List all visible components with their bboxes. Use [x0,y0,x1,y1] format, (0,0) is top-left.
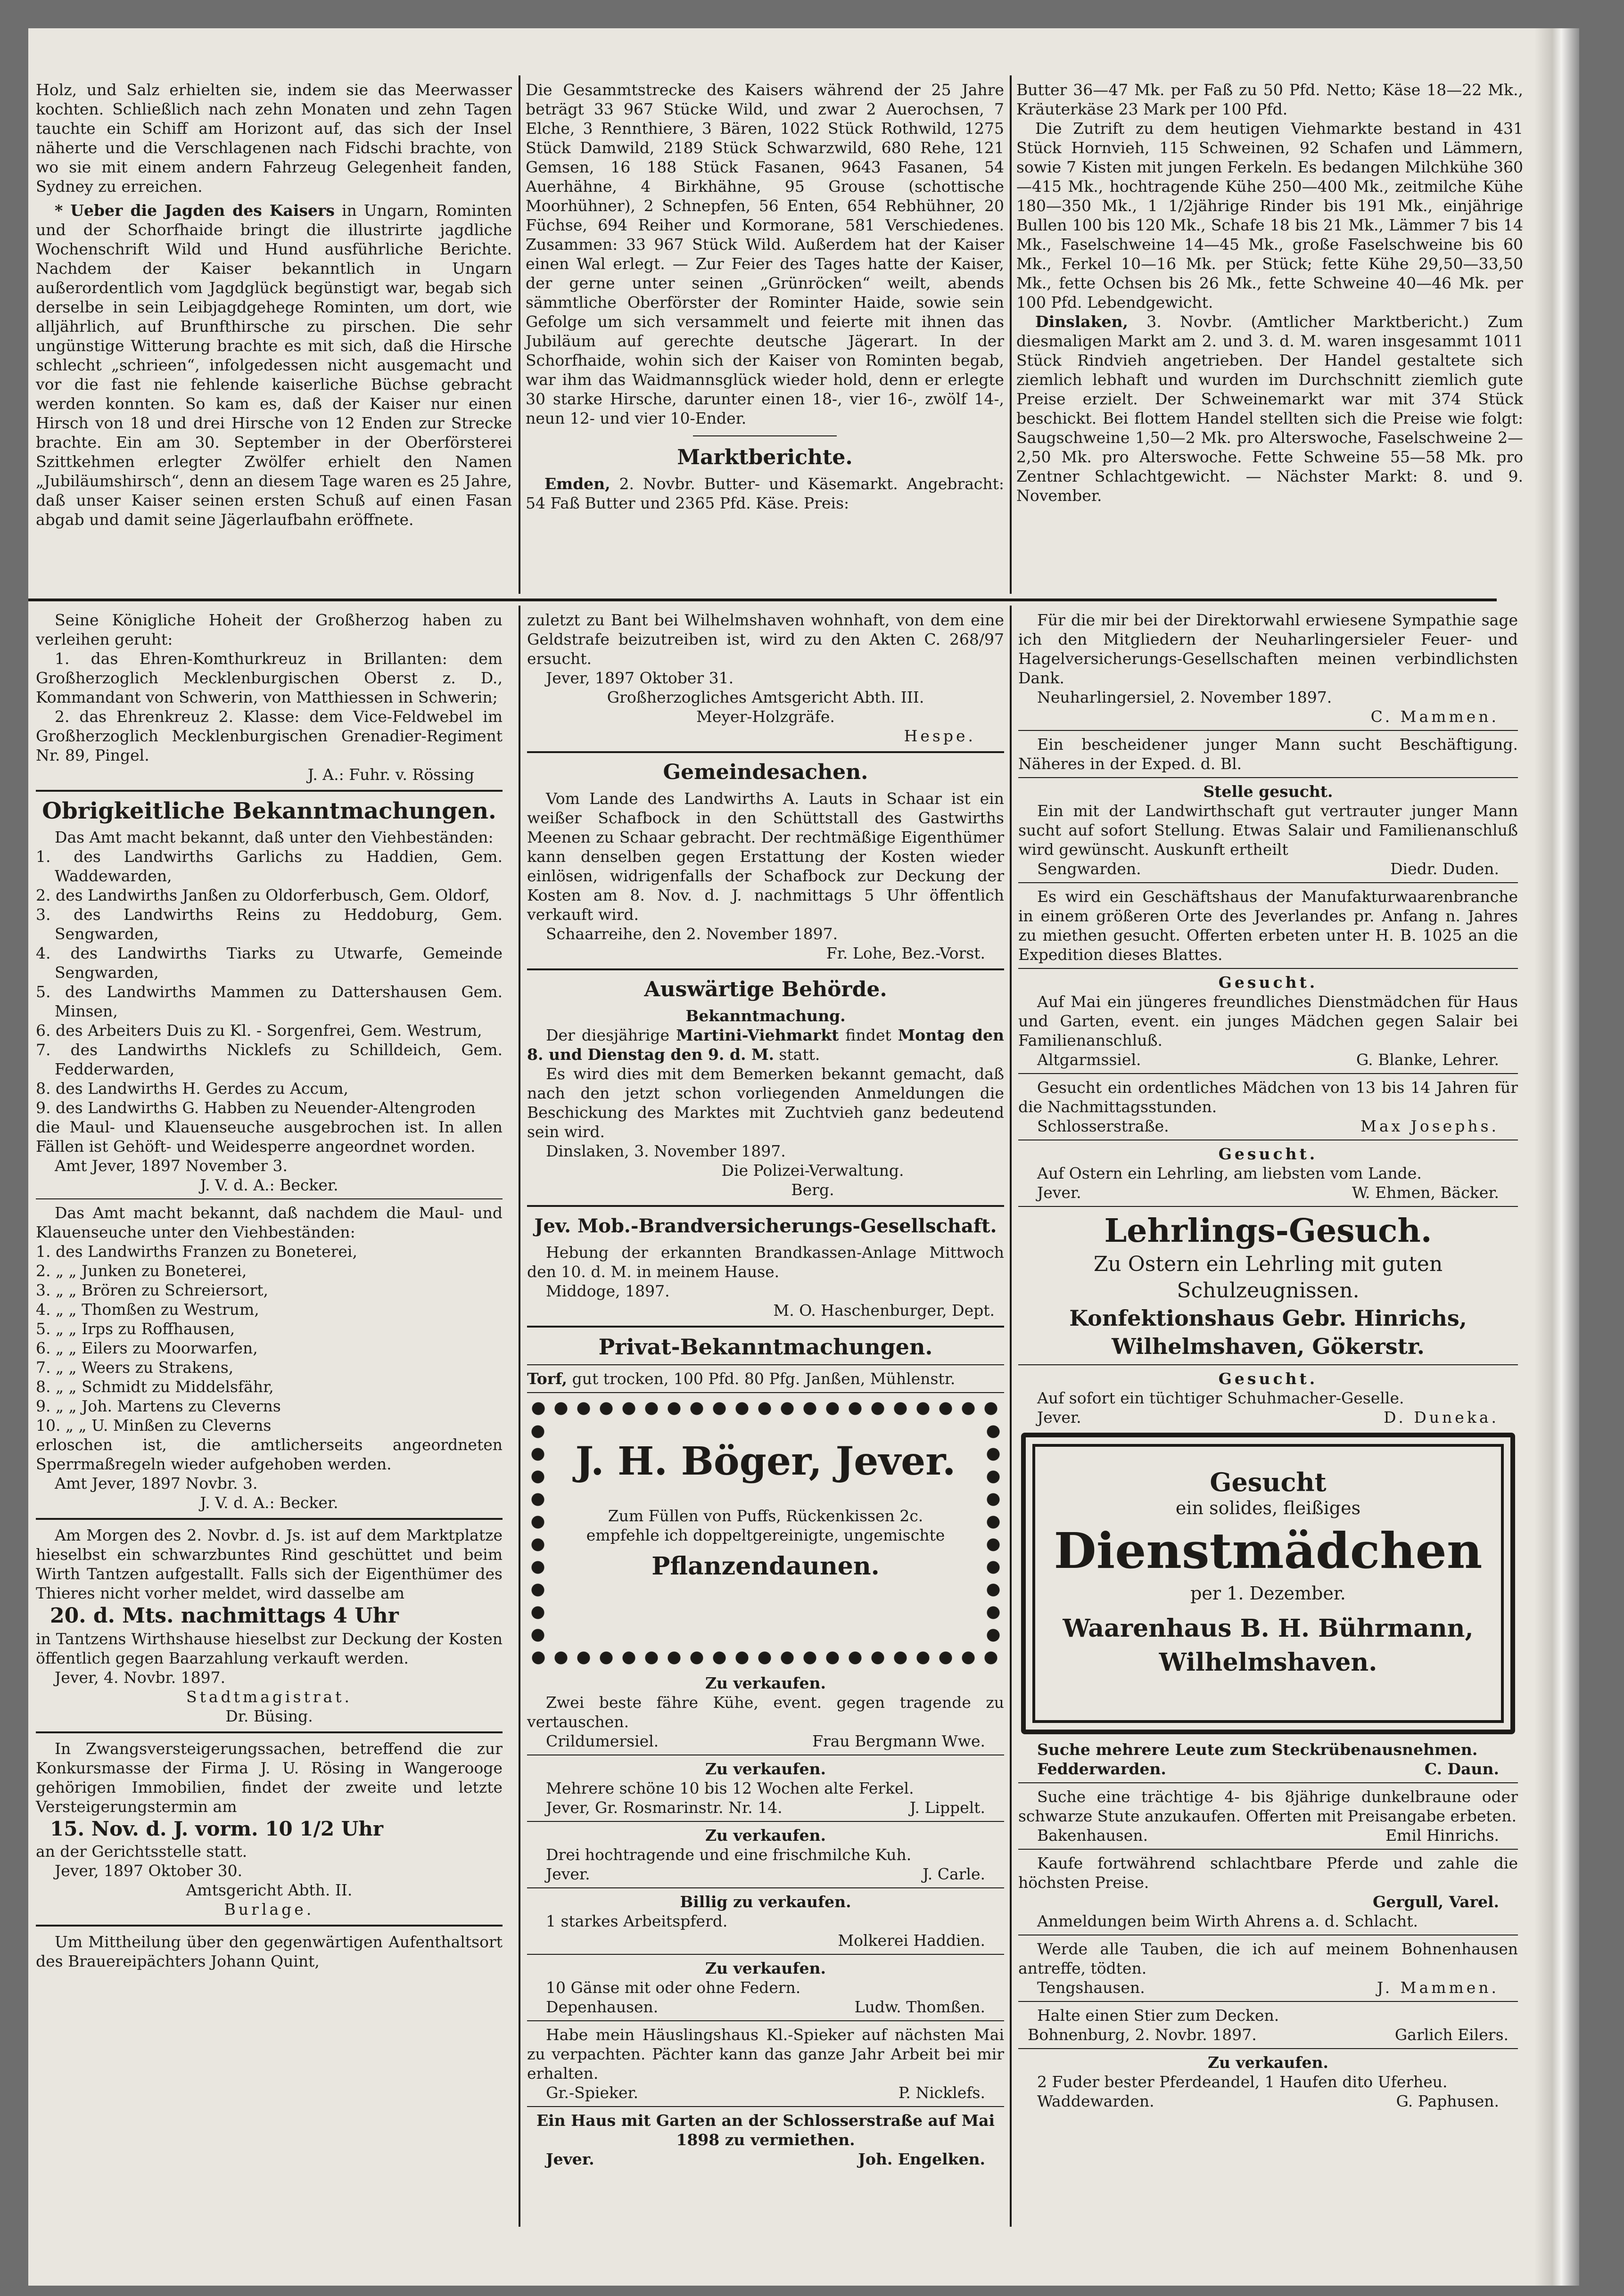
notice-date: Jever, 4. Novbr. 1897. [55,1668,226,1687]
notice-text: zuletzt zu Bant bei Wilhelmshaven wohnhaft, von dem eine Geldstrafe beizutreiben ist, wird zu den Akten C. 268/97 ersucht. [527,611,1004,668]
list-item: 6. „ „ Eilers zu Moorwarfen, [36,1339,258,1357]
ad-text: Auf Mai ein jüngeres freundliches Dienstmädchen für Haus und Garten, event. ein junges Mädchen gegen Salair bei Familienanschluß. [1018,992,1518,1050]
ad-text: Ein bescheidener junger Mann sucht Beschäftigung. Näheres in der Exped. d. Bl. [1018,735,1518,773]
list-item: 9. „ „ Joh. Martens zu Cleverns [36,1397,281,1415]
ad-date: Neuharlingersiel, 2. November 1897. [1037,688,1332,706]
boeger-ad [527,1398,1004,1669]
list-item: 5. des Landwirths Mammen zu Dattershausen Gem. Minsen, [36,983,503,1020]
divider [36,790,503,792]
ad-text: Suche eine trächtige 4- bis 8jährige dunkelbraune oder schwarze Stute anzukaufen. Offerten mit Preisangabe erbeten. [1018,1788,1518,1825]
article-paragraph: Dinslaken, 3. Novbr. (Amtlicher Marktbericht.) Zum diesmaligen Markt am 2. und 3. d. M. waren insgesammt 1011 Stück Rindvieh angetrieben. Der Handel gestaltete sich ziemlich lebhaft und wurden im Durchschnitt ziemlich gute Preise erzielt. Der Schweinemarkt war mit 374 Stück beschickt. Bei flottem Handel stellten sich die Preise wie folgt: Saugschweine 1,50—2 Mk. pro Alterswoche, Faselschweine 2—2,50 Mk. pro Alterswoche. Fette Schweine 55—58 Mk. pro Zentner Schlachtgewicht. — Nächster Markt: 8. und 9. November. [1016,312,1523,505]
dot-border-left [527,1420,549,1646]
divider [1018,882,1518,883]
ad-text: Ein mit der Landwirthschaft gut vertrauter junger Mann sucht auf sofort Stellung. Etwas Salair und Familienanschluß wird gewünscht. Auskunft ertheilt [1018,802,1518,859]
list-item: 9. des Landwirths G. Habben zu Neuender-Altengroden [36,1099,476,1117]
ad-text: Werde alle Tauben, die ich auf meinem Bohnenhausen antreffe, tödten. [1018,1940,1518,1977]
ad-text: Es wird ein Geschäftshaus der Manufakturwaarenbranche in einem größeren Orte des Jeverlandes pr. Anfang n. Jahres zu miethen gesucht. Offerten erbeten unter H. B. 1025 an die Expedition dieses Blattes. [1018,887,1518,964]
divider [1018,2048,1518,2049]
ad-firm: Konfektionshaus Gebr. Hinrichs, [1069,1305,1467,1331]
ad-text: Drei hochtragende und eine frischmilche Kuh. [546,1845,912,1864]
honours-item: 2. das Ehrenkreuz 2. Klasse: dem Vice-Feldwebel im Großherzoglich Mecklenburgischen Grenadier-Regiment Nr. 89, Pingel. [36,707,503,764]
list-item: 8. „ „ Schmidt zu Middelsfähr, [36,1378,274,1396]
top-left-column [36,80,512,529]
ad-text: Anmeldungen beim Wirth Ahrens a. d. Schlacht. [1037,1912,1418,1930]
section-heading: Gemeindesachen. [663,760,868,784]
signature: Dr. Büsing. [225,1707,313,1725]
notice-date: Amt Jever, 1897 November 3. [55,1156,288,1175]
divider [693,435,837,436]
section-rule [28,599,1497,601]
list-item: 4. „ „ Thomßen zu Westrum, [36,1300,259,1319]
ad-address: Wilhelmshaven, Gökerstr. [1112,1334,1425,1359]
signature: Amtsgericht Abth. II. [186,1881,353,1899]
divider [1018,2001,1518,2002]
notice-text: Es wird dies mit dem Bemerken bekannt gemacht, daß nach den jetzt schon vorliegenden Anmeldungen die Beschickung des Marktes mit Zuchtvieh ganz bedeutend sein wird. [527,1065,1004,1141]
list-item: 1. des Landwirths Franzen zu Boneterei, [36,1242,357,1261]
notice-date: Dinslaken, 3. November 1897. [546,1142,786,1160]
ad-signature: C. Mammen. [1370,707,1499,726]
ad-signature: Jever. W. Ehmen, Bäcker. [1037,1183,1499,1202]
ad-heading: Zu verkaufen. [705,1760,826,1778]
divider [1018,777,1518,778]
notice-list [36,1242,503,1435]
ad-text: ein solides, fleißiges [1175,1498,1361,1518]
divider [36,1198,503,1199]
ad-text: 10 Gänse mit oder ohne Federn. [546,1978,801,1997]
list-item: 6. des Arbeiters Duis zu Kl. - Sorgenfrei, Gem. Westrum, [36,1021,482,1040]
list-item: 4. des Landwirths Tiarks zu Utwarfe, Gemeinde Sengwarden, [36,944,503,982]
divider [527,1205,1004,1207]
divider [527,1392,1004,1393]
article-paragraph: Emden, 2. Novbr. Butter- und Käsemarkt. Angebracht: 54 Faß Butter und 2365 Pfd. Käse. Preis: [526,475,1004,512]
ad-text: Auf Ostern ein Lehrling, am liebsten vom Lande. [1037,1164,1422,1182]
ad-text: Zum Füllen von Puffs, Rückenkissen 2c. [608,1507,923,1525]
signature: J. V. d. A.: Becker. [200,1493,338,1512]
ad-heading: Zu verkaufen. [705,1959,826,1977]
ad-signature: Altgarmssiel. G. Blanke, Lehrer. [1037,1050,1499,1069]
list-item: 10. „ „ U. Minßen zu Cleverns [36,1416,272,1435]
ad-signature: Molkerei Haddien. [838,1931,985,1950]
ad-signature: Jever. Joh. Engelken. [546,2150,985,2168]
ad-title: J. H. Böger, Jever. [575,1439,956,1484]
notice-date: Middoge, 1897. [546,1282,670,1300]
section-heading: Auswärtige Behörde. [644,977,887,1001]
signature: J. V. d. A.: Becker. [200,1176,338,1194]
list-item: 7. „ „ Weers zu Strakens, [36,1358,234,1377]
signature: Hespe. [904,727,976,745]
notice-text: Torf, gut trocken, 100 Pfd. 80 Pfg. Janßen, Mühlenstr. [527,1369,956,1388]
signature: Burlage. [224,1900,314,1919]
notice-text: Hebung der erkannten Brandkassen-Anlage Mittwoch den 10. d. M. in meinem Hause. [527,1243,1004,1281]
notice-intro: Das Amt macht bekannt, daß unter den Viehbeständen: [55,828,494,846]
ad-heading: Stelle gesucht. [1203,782,1333,801]
ad-signature: Bakenhausen. Emil Hinrichs. [1037,1826,1499,1845]
article-paragraph: Die Zutrift zu dem heutigen Viehmarkte bestand in 431 Stück Hornvieh, 115 Schweinen, 92 Schafen und Lämmern, sowie 7 Kisten mit jungen Ferkeln. Es bedangen Milchkühe 360—415 Mk., hochtragende Kühe 250—400 Mk., zeitmilche Kühe 180—350 Mk., 1 1/2jährige Rinder bis 191 Mk., einjährige Bullen 100 bis 120 Mk., Schafe 18 bis 21 Mk., Lämmer 7 bis 14 Mk., Faselschweine 14—45 Mk., große Faselschweine bis 60 Mk., Ferkel 10—16 Mk. per Stück; fette Kühe 29,50—33,50 Mk., fette Ochsen bis 26 Mk., fette Schweine 40—46 Mk. per 100 Pfd. Lebendgewicht. [1016,119,1523,312]
ad-heading: Zu verkaufen. [1207,2053,1329,2072]
divider [527,1326,1004,1328]
ad-text: 2 Fuder bester Pferdeandel, 1 Haufen dito Uferheu. [1037,2073,1448,2091]
signature: J. A.: Fuhr. v. Rössing [307,765,474,784]
ad-text: Auf sofort ein tüchtiger Schuhmacher-Geselle. [1037,1389,1404,1407]
divider [527,1887,1004,1888]
ad-text: Habe mein Häuslingshaus Kl.-Spieker auf nächsten Mai zu verpachten. Pächter kann das ganze Jahr Arbeit bei mir erhalten. [527,2025,1004,2083]
signature: M. O. Haschenburger, Dept. [773,1301,995,1320]
article-paragraph: Holz, und Salz erhielten sie, indem sie das Meerwasser kochten. Schließlich nach zehn Monaten und zehn Tagen tauchte ein Schiff am Horizont auf, das sich der Insel näherte und die Verschlagenen nach Fidschi brachte, von wo sie mit einem andern Fahrzeug Gelegenheit fanden, Sydney zu erreichen. [36,81,512,196]
notice-date: Schaarreihe, den 2. November 1897. [546,925,838,943]
list-item: 2. „ „ Junken zu Boneterei, [36,1262,247,1280]
ad-content [1049,1466,1487,1680]
notice-text: Der diesjährige Martini-Viehmarkt findet Montag den 8. und Dienstag den 9. d. M. statt. [527,1026,1004,1064]
ad-signature: Sengwarden. Diedr. Duden. [1037,860,1499,878]
ad-text: per 1. Dezember. [1190,1583,1346,1604]
top-right-column [1016,80,1523,505]
dot-border-top [527,1398,1004,1419]
divider [527,1364,1004,1365]
divider [527,1954,1004,1955]
notice-text: Um Mittheilung über den gegenwärtigen Aufenthaltsort des Brauereipächters Johann Quint, [36,1933,503,1970]
ad-signature: Fedderwarden. C. Daun. [1037,1760,1499,1778]
notice-text: die Maul- und Klauenseuche ausgebrochen ist. In allen Fällen ist Gehöft- und Weidesperre angeordnet worden. [36,1118,503,1156]
honours-intro: Seine Königliche Hoheit der Großherzog haben zu verleihen geruht: [36,611,503,648]
signature: Die Polizei-Verwaltung. [721,1161,904,1180]
article-paragraph: * Ueber die Jagden des Kaisers in Ungarn, Rominten und der Schorfhaide bringt die illustrirte jagdliche Wochenschrift Wild und Hund ausführliche Berichte. Nachdem der Kaiser bekanntlich in Ungarn außerordentlich vom Jagdglück begünstigt war, begab sich derselbe in sein Leibjagdgehege Rominten, um dort, wie alljährlich, auf Brunfthirsche zu pirschen. Die sehr ungünstige Witterung brachte es mit sich, daß die Hirsche schlecht „schrieen“, infolgedessen nicht ausgemacht und vor die fast nie fehlende kaiserliche Büchse gebracht werden konnten. So kam es, daß der Kaiser nur einen Hirsch von 18 und drei Hirsche von 12 Enden zur Strecke brachte. Ein am 30. September in der Oberförsterei Szittkehmen erlegter Zwölfer erhielt den Namen „Jubiläumshirsch“, denn an diesem Tage waren es 25 Jahre, daß unser Kaiser seinen ersten Schuß auf einen Fasan abgab und damit seine Jägerlaufbahn eröffnete. [36,201,512,529]
dot-border-right [982,1420,1004,1646]
ad-text: Zu Ostern ein Lehrling mit guten Schulzeugnissen. [1093,1252,1443,1303]
list-item: 3. des Landwirths Reins zu Heddoburg, Gem. Sengwarden, [36,905,503,943]
signature: Großherzogliches Amtsgericht Abth. III. [607,688,924,706]
dot-border-bottom [527,1647,1004,1669]
signature: Berg. [791,1181,834,1199]
ad-title: Dienstmädchen [1054,1522,1483,1580]
ad-text: empfehle ich doppeltgereinigte, ungemischte [586,1526,945,1544]
ad-text: Halte einen Stier zum Decken. [1037,2006,1279,2025]
ad-signature: Jever. J. Carle. [546,1865,985,1883]
divider [1018,968,1518,969]
divider [1018,1206,1518,1207]
divider [527,2106,1004,2107]
page-edge [1534,28,1579,2286]
ad-signature: Depenhausen. Ludw. Thomßen. [546,1998,985,2016]
column-1 [36,610,503,1971]
ad-text: 1 starkes Arbeitspferd. [546,1912,728,1930]
ad-signature: Gr.-Spieker. P. Nicklefs. [546,2083,985,2102]
column-rule [1010,606,1012,2227]
ad-heading: Zu verkaufen. [705,1826,826,1845]
ad-signature: Tengshausen. J. Mammen. [1037,1978,1499,1997]
ad-heading: Gesucht [1210,1467,1327,1497]
signature: Fr. Lohe, Bez.-Vorst. [826,944,985,962]
notice-text: Vom Lande des Landwirths A. Lauts in Schaar ist ein weißer Schafbock in den Schüttstall des Gastwirths Meenen zu Schaar gebracht. Der rechtmäßige Eigenthümer kann denselben gegen Erstattung der Kosten wieder einlösen, widrigenfalls der Schafbock zur Deckung der Kosten am 8. Nov. d. J. nachmittags 5 Uhr öffentlich verkauft wird. [527,789,1004,924]
top-middle-column [526,80,1004,513]
notice-date: Jever, 1897 Oktober 30. [55,1861,243,1880]
ad-title: Lehrlings-Gesuch. [1104,1212,1432,1250]
list-item: 1. des Landwirths Garlichs zu Haddien, Gem. Waddewarden, [36,847,503,885]
ad-signature: Bohnenburg, 2. Novbr. 1897. Garlich Eilers. [1028,2025,1509,2044]
list-item: 8. des Landwirths H. Gerdes zu Accum, [36,1079,348,1098]
ad-text: Gesucht ein ordentliches Mädchen von 13 bis 14 Jahren für die Nachmittagsstunden. [1018,1078,1518,1116]
divider [36,1518,503,1520]
newspaper-page [28,28,1579,2286]
divider [36,1731,503,1733]
section-heading: Obrigkeitliche Bekanntmachungen. [42,798,496,824]
column-3 [1018,610,1518,2111]
ad-signature: Schlosserstraße. Max Josephs. [1037,1117,1499,1135]
article-heading: * Ueber die Jagden des Kaisers [55,201,335,220]
ad-signature: Crildumersiel. Frau Bergmann Wwe. [546,1732,985,1750]
notice-date: Jever, 1897 Oktober 31. [546,669,734,687]
honours-item: 1. das Ehren-Komthurkreuz in Brillanten: dem Großherzoglich Mecklenburgischen Oberst z. D., Kommandant von Schwerin, von Matthiessen in Schwerin; [36,649,503,706]
notice-text: in Tantzens Wirthshause hieselbst zur Deckung der Kosten öffentlich gegen Baarzahlung verkauft werden. [36,1630,503,1667]
notice-text: In Zwangsversteigerungssachen, betreffend die zur Konkursmasse der Firma J. U. Rösing in Wangerooge gehörigen Immobilien, findet der zweite und letzte Versteigerungstermin am [36,1739,503,1816]
notice-list [36,847,503,1117]
ad-text: Zwei beste fähre Kühe, event. gegen tragende zu vertauschen. [527,1693,1004,1731]
divider [1018,1782,1518,1783]
ad-heading: Zu verkaufen. [705,1674,826,1692]
ad-product: Pflanzendaunen. [651,1552,880,1581]
notice-date: Amt Jever, 1897 Novbr. 3. [55,1474,258,1492]
ad-text: Kaufe fortwährend schlachtbare Pferde und zahle die höchsten Preise. [1018,1854,1518,1892]
ad-city: Wilhelmshaven. [1159,1648,1377,1677]
ad-text: Mehrere schöne 10 bis 12 Wochen alte Ferkel. [546,1779,914,1797]
ad-signature: Jever. D. Duneka. [1037,1408,1499,1427]
column-rule [519,606,520,2227]
ad-heading: Ein Haus mit Garten an der Schlosserstraße auf Mai 1898 zu vermiethen. [536,2111,995,2149]
notice-intro: Das Amt macht bekannt, daß nachdem die Maul- und Klauenseuche unter den Viehbeständen: [36,1204,503,1241]
section-heading: Jev. Mob.-Brandversicherungs-Gesellschaft. [534,1215,997,1237]
divider [1018,1073,1518,1074]
notice-text: erloschen ist, die amtlicherseits angeordneten Sperrmaßregeln wieder aufgehoben werden. [36,1435,503,1473]
ad-heading: Gesucht. [1218,1369,1318,1388]
divider [1018,1364,1518,1365]
section-heading: Marktberichte. [677,445,853,469]
notice-text: an der Gerichtsstelle statt. [36,1842,247,1861]
ad-signature: Jever, Gr. Rosmarinstr. Nr. 14. J. Lippelt. [546,1798,985,1817]
divider [527,2020,1004,2021]
section-heading: Privat-Bekanntmachungen. [598,1334,933,1360]
column-2 [527,610,1004,2169]
notice-date-bold: 20. d. Mts. nachmittags 4 Uhr [50,1604,399,1628]
column-rule [519,75,520,594]
column-rule [1010,75,1012,594]
article-paragraph: Butter 36—47 Mk. per Faß zu 50 Pfd. Netto; Käse 18—22 Mk., Kräuterkäse 23 Mark per 100 Pfd. [1016,81,1523,118]
ad-heading: Gesucht. [1218,973,1318,992]
divider [1018,730,1518,731]
notice-text: Am Morgen des 2. Novbr. d. Js. ist auf dem Marktplatze hieselbst ein schwarzbuntes Rind geschüttet und beim Wirth Tantzen aufgestallt. Falls sich der Eigenthümer des Thieres nicht vorher meldet, wird dasselbe am [36,1526,503,1602]
notice-date-bold: 15. Nov. d. J. vorm. 10 1/2 Uhr [50,1817,383,1840]
ad-signature: Waddewarden. G. Paphusen. [1037,2092,1499,2110]
list-item: 2. des Landwirths Janßen zu Oldorferbusch, Gem. Oldorf, [36,886,490,904]
ad-signature: Gergull, Varel. [1372,1893,1499,1911]
ad-content [560,1435,971,1583]
list-item: 7. des Landwirths Nicklefs zu Schilldeich, Gem. Fedderwarden, [36,1041,503,1078]
ad-text: Für die mir bei der Direktorwahl erwiesene Sympathie sage ich den Mitgliedern der Neuharlingersieler Feuer- und Hagelversicherungs-Gesellschaften meinen verbindlichsten Dank. [1018,611,1518,687]
divider [1018,1849,1518,1850]
notice-title: Bekanntmachung. [685,1007,846,1025]
divider [527,968,1004,970]
divider [527,751,1004,753]
divider [527,1821,1004,1822]
ad-heading: Gesucht. [1218,1145,1318,1163]
list-item: 5. „ „ Irps zu Roffhausen, [36,1320,235,1338]
signature: Stadtmagistrat. [186,1688,352,1706]
ad-text: Suche mehrere Leute zum Steckrübenausnehmen. [1037,1740,1478,1759]
signature: Meyer-Holzgräfe. [696,707,835,726]
dienstmaedchen-ad [1021,1433,1515,1734]
list-item: 3. „ „ Brören zu Schreiersort, [36,1281,269,1299]
ad-heading: Billig zu verkaufen. [680,1893,851,1911]
ad-firm: Waarenhaus B. H. Bührmann, [1063,1614,1474,1643]
article-paragraph: Die Gesammtstrecke des Kaisers während der 25 Jahre beträgt 33 967 Stücke Wild, und zwar 2 Auerochsen, 7 Elche, 3 Rennthiere, 3 Bären, 1022 Stück Rothwild, 1275 Stück Damwild, 2189 Stück Schwarzwild, 680 Rehe, 121 Gemsen, 16 188 Stück Fasanen, 9643 Fasanen, 54 Auerhähne, 4 Birkhähne, 95 Grouse (schottische Moorhühner), 2 Schnepfen, 56 Enten, 654 Rebhühner, 20 Füchse, 694 Reiher und Kormorane, 581 Verschiedenes. Zusammen: 33 967 Stück Wild. Außerdem hat der Kaiser einen Wal erlegt. — Zur Feier des Tages hatte der Kaiser, der gerne unter seinen „Grünröcken“ weilt, abends sämmtliche Oberförster der Rominter Haide, sowie sein Gefolge um sich versammelt und feierte mit ihnen das Jubiläum auf gerechte deutsche Jägerart. In der Schorfhaide, wohin sich der Kaiser von Rominten begab, war ihm das Waidmannsglück wieder hold, denn er erlegte 30 starke Hirsche, darunter einen 18-, vier 16-, zwölf 14-, neun 12- und vier 10-Ender. [526,81,1004,427]
divider [36,1925,503,1927]
